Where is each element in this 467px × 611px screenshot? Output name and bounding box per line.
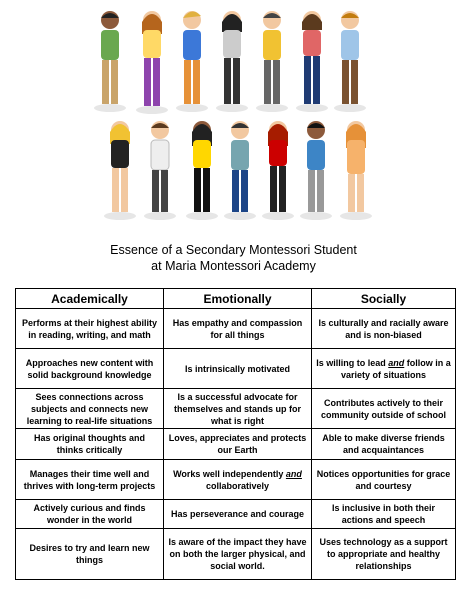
table-row bbox=[16, 349, 456, 389]
students-illustration bbox=[80, 6, 390, 224]
student-figure bbox=[296, 11, 328, 112]
page-title bbox=[0, 242, 467, 274]
table-row bbox=[16, 460, 456, 500]
cell-academic: Has original thoughts and thinks critically bbox=[16, 429, 164, 460]
student-figure bbox=[144, 121, 176, 220]
student-figure bbox=[94, 11, 126, 112]
title-line-2: at Maria Montessori Academy bbox=[151, 259, 316, 273]
emphasis-and: and bbox=[388, 357, 405, 368]
cell-text: follow in a variety of situations bbox=[340, 357, 451, 380]
student-figure bbox=[262, 121, 294, 220]
cell-emotional: Is intrinsically motivated bbox=[164, 349, 312, 389]
header-academically: Academically bbox=[16, 289, 164, 309]
cell-social: Is inclusive in both their actions and speech bbox=[312, 500, 456, 529]
cell-text: Works well independently bbox=[173, 468, 286, 479]
essence-table bbox=[15, 288, 456, 580]
cell-text: Is willing to lead bbox=[316, 357, 389, 368]
cell-social: Uses technology as a support to appropriate and healthy relationships bbox=[312, 529, 456, 580]
cell-social: Contributes actively to their community outside of school bbox=[312, 389, 456, 429]
cell-emotional: Has perseverance and courage bbox=[164, 500, 312, 529]
cell-emotional: Is aware of the impact they have on both the larger physical, and social world. bbox=[164, 529, 312, 580]
cell-emotional: Is a successful advocate for themselves and stands up for what is right bbox=[164, 389, 312, 429]
student-figure bbox=[104, 121, 136, 220]
table-row bbox=[16, 529, 456, 580]
cell-social: Able to make diverse friends and acquaintances bbox=[312, 429, 456, 460]
cell-academic: Desires to try and learn new things bbox=[16, 529, 164, 580]
cell-academic: Manages their time well and thrives with long-term projects bbox=[16, 460, 164, 500]
table-row bbox=[16, 500, 456, 529]
table-row bbox=[16, 309, 456, 349]
emphasis-and: and bbox=[285, 468, 302, 479]
student-figure bbox=[216, 11, 248, 112]
cell-social: Is culturally and racially aware and is non-biased bbox=[312, 309, 456, 349]
cell-social: Notices opportunities for grace and courtesy bbox=[312, 460, 456, 500]
table-header-row bbox=[16, 289, 456, 309]
student-figure bbox=[300, 121, 332, 220]
cell-social bbox=[312, 349, 456, 389]
student-figure bbox=[224, 121, 256, 220]
title-line-1: Essence of a Secondary Montessori Student bbox=[110, 243, 357, 257]
cell-academic: Actively curious and finds wonder in the world bbox=[16, 500, 164, 529]
table-row bbox=[16, 389, 456, 429]
student-figure bbox=[334, 11, 366, 112]
student-figure bbox=[186, 121, 218, 220]
student-figure bbox=[136, 11, 168, 114]
header-emotionally: Emotionally bbox=[164, 289, 312, 309]
student-figure bbox=[256, 11, 288, 112]
cell-academic: Approaches new content with solid background knowledge bbox=[16, 349, 164, 389]
student-figure bbox=[176, 11, 208, 112]
table-row bbox=[16, 429, 456, 460]
cell-emotional: Loves, appreciates and protects our Earth bbox=[164, 429, 312, 460]
cell-academic: Sees connections across subjects and connects new learning to real-life situations bbox=[16, 389, 164, 429]
cell-text: collaboratively bbox=[205, 480, 270, 491]
cell-emotional: Has empathy and compassion for all things bbox=[164, 309, 312, 349]
cell-academic: Performs at their highest ability in reading, writing, and math bbox=[16, 309, 164, 349]
cell-emotional bbox=[164, 460, 312, 500]
header-socially: Socially bbox=[312, 289, 456, 309]
student-figure bbox=[340, 121, 372, 220]
